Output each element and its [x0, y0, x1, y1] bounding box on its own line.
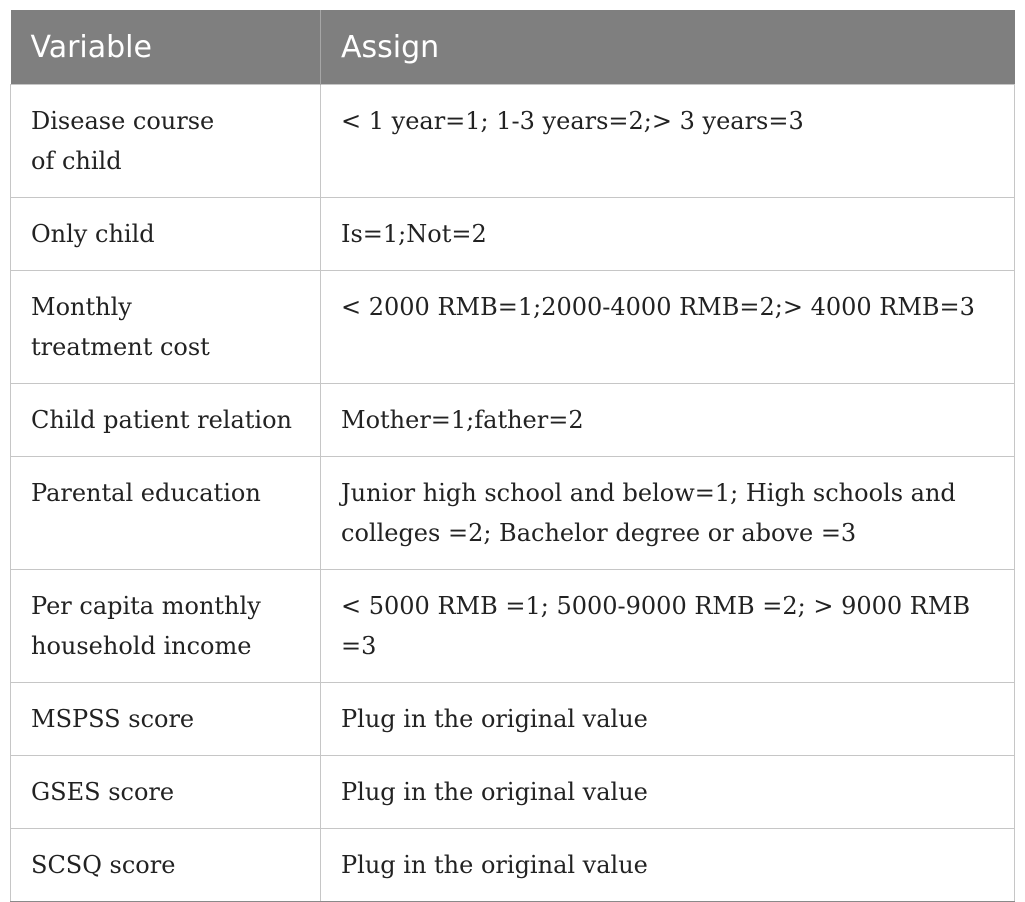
table-row: [11, 570, 1015, 683]
variable-line: Disease course: [31, 107, 215, 135]
header-variable: Variable: [11, 10, 321, 85]
table-row: [11, 271, 1015, 384]
variable-line: treatment cost: [31, 333, 210, 361]
assign-cell: Is=1;Not=2: [321, 198, 1015, 271]
variable-line: MSPSS score: [31, 705, 195, 733]
table-row: [11, 198, 1015, 271]
assign-cell: Plug in the original value: [321, 756, 1015, 829]
assign-cell: < 5000 RMB =1; 5000-9000 RMB =2; > 9000 RMB =3: [321, 570, 1015, 683]
table-row: [11, 457, 1015, 570]
variable-line: Child patient relation: [31, 406, 292, 434]
variable-line: Only child: [31, 220, 155, 248]
variable-assignment-table-container: [10, 10, 1014, 902]
variable-cell: [11, 384, 321, 457]
table-row: [11, 85, 1015, 198]
variable-line: GSES score: [31, 778, 175, 806]
variable-line: Parental education: [31, 479, 261, 507]
table-row: [11, 829, 1015, 902]
variable-cell: [11, 198, 321, 271]
variable-cell: [11, 457, 321, 570]
assign-cell: < 1 year=1; 1-3 years=2;> 3 years=3: [321, 85, 1015, 198]
assign-cell: Plug in the original value: [321, 829, 1015, 902]
table-header-row: [11, 10, 1015, 85]
variable-line: Monthly: [31, 293, 132, 321]
variable-cell: [11, 829, 321, 902]
variable-line: SCSQ score: [31, 851, 176, 879]
variable-assignment-table: [10, 10, 1015, 902]
table-row: [11, 683, 1015, 756]
assign-cell: Junior high school and below=1; High schools and colleges =2; Bachelor degree or above =3: [321, 457, 1015, 570]
assign-cell: Plug in the original value: [321, 683, 1015, 756]
variable-line: household income: [31, 632, 252, 660]
assign-cell: < 2000 RMB=1;2000-4000 RMB=2;> 4000 RMB=3: [321, 271, 1015, 384]
variable-cell: [11, 85, 321, 198]
assign-cell: Mother=1;father=2: [321, 384, 1015, 457]
header-assign: Assign: [321, 10, 1015, 85]
variable-cell: [11, 756, 321, 829]
table-row: [11, 756, 1015, 829]
table-row: [11, 384, 1015, 457]
variable-line: of child: [31, 147, 122, 175]
variable-line: Per capita monthly: [31, 592, 261, 620]
variable-cell: [11, 570, 321, 683]
variable-cell: [11, 271, 321, 384]
variable-cell: [11, 683, 321, 756]
